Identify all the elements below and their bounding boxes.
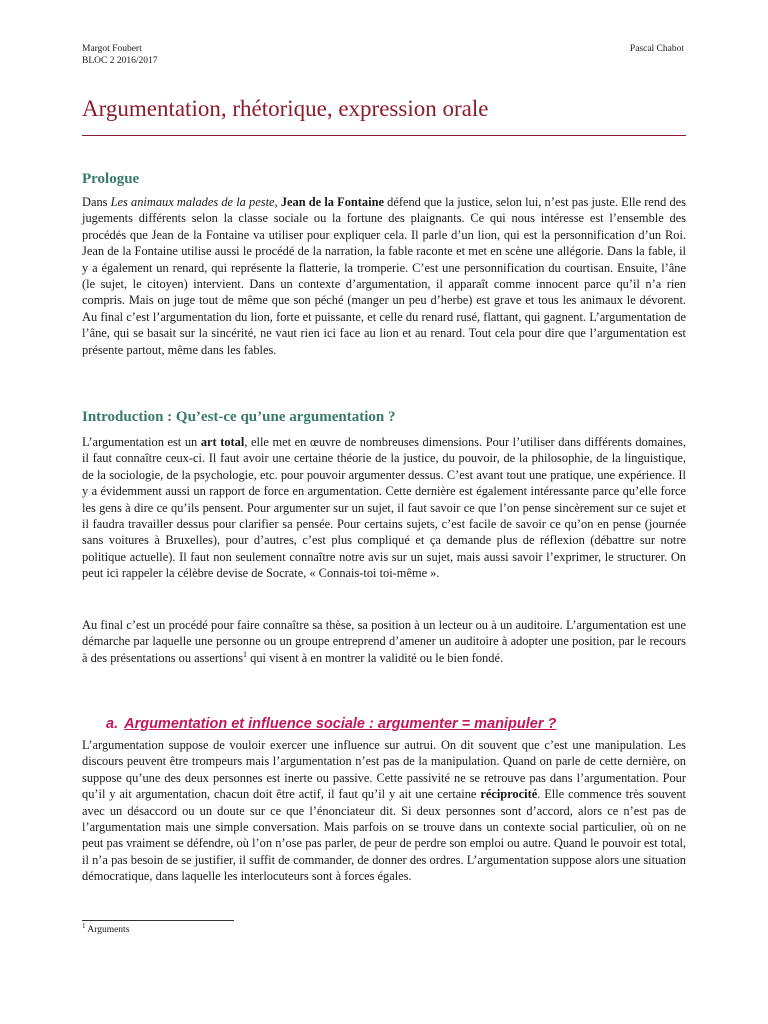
author-name: Margot Foubert — [82, 44, 142, 54]
reciprocite-bold: réciprocité — [480, 787, 538, 802]
course-label: BLOC 2 2016/2017 — [82, 56, 158, 66]
footnote-text: Arguments — [85, 925, 130, 935]
document-title: Argumentation, rhétorique, expression orale — [82, 96, 489, 121]
footnote-divider — [82, 920, 234, 921]
comma: , — [274, 195, 278, 209]
intro-p2-end: qui visent à en montrer la validité ou le bien fondé. — [247, 650, 504, 665]
title-divider — [82, 135, 686, 136]
intro-p1-start: L’argumentation est un — [82, 435, 198, 449]
section-a-start: L’argumentation suppose de vouloir exercer une influence sur autrui. On dit souvent que c’est une manipulation. Les discours peuvent être trompeurs mais l’argumentation n’est pas de la manipulation. Quand on parle de cette dernière, on suppose qu’une des deux personnes est inerte ou passive. Cette passivité ne se retrouve pas dans l’argumentation. Pour qu’il y ait argumentation, chacun doit être actif, il faut qu’il y ait une certaine — [82, 738, 686, 802]
introduction-paragraph-1 — [82, 434, 686, 582]
section-a-rest: . Elle commence très souvent avec un désaccord ou un doute sur ce que l’énonciateur dit. Si deux personnes sont d’accord, alors ce n’est pas de l’argumentation mais une simple conversation. Mais parfois on se trouve dans un contexte social particulier, où on ne peut pas vraiment se défendre, où l’on n’ose pas parler, de peur de perdre son emploi ou autre. Quand le pouvoir est total, il n’a pas besoin de se justifier, il suffit de commander, de donner des ordres. L’argumentation suppose alors une situation démocratique, dans laquelle les interlocuteurs sont à forces égales. — [82, 787, 686, 884]
footnote — [82, 921, 130, 936]
introduction-heading: Introduction : Qu’est-ce qu’une argumentation ? — [82, 409, 396, 425]
footnote-reference[interactable]: 1 — [243, 649, 248, 659]
footnote-number: 1 — [82, 921, 86, 930]
prologue-paragraph — [82, 194, 686, 358]
section-a-title: Argumentation et influence sociale : argumenter = manipuler ? — [124, 716, 557, 732]
prologue-body: défend que la justice, selon lui, n’est pas juste. Elle rend des jugements différents selon la classe sociale ou la fortune des plaignants. Ce qui nous intéresse est l’ensemble des procédés que Jean de la Fontaine va utiliser pour expliquer cela. Il parle d’un lion, qui est la personnification d’un Roi. Jean de la Fontaine utilise aussi le procédé de la narration, la fable raconte et met en scène une allégorie. Dans la fable, il y a également un renard, qui représente la flatterie, la tromperie. C’est une personnification du courtisan. Ensuite, l’âne (le sujet, le citoyen) intervient. Dans un contexte d’argumentation, il apparaît comme innocent parce qu’il n’a rien compris. Mais on juge tout de même que son péché (manger un peu d’herbe) est grave et tous les animaux le dévorent. Au final c’est l’argumentation du lion, forte et puissante, et celle du renard rusé, flattant, qui gagnent. L’argumentation de l’âne, qui se basait sur la sincérité, ne vaut rien ici face au lion et au renard. Tout cela pour dire que l’argumentation est présente partout, même dans les fables. — [82, 195, 686, 357]
work-title: Les animaux malades de la peste — [110, 195, 275, 209]
author-name-bold: Jean de la Fontaine — [280, 195, 384, 209]
section-a-heading — [82, 716, 686, 732]
section-a-paragraph — [82, 737, 686, 885]
introduction-paragraph-2 — [82, 617, 686, 666]
prologue-intro-word: Dans — [82, 195, 108, 209]
prologue-heading: Prologue — [82, 171, 140, 187]
intro-p1-rest: , elle met en œuvre de nombreuses dimensions. Pour l’utiliser dans différents domaines, il faut connaître ceux-ci. Il faut avoir une certaine théorie de la justice, du pouvoir, de la philosophie, de la linguistique, de la sociologie, de la psychologie, etc. pour pouvoir argumenter dessus. C’est avant tout une pratique, une expérience. Il y a évidemment aussi un rapport de force en argumentation. Cette dernière est également intéressante parce qu’elle force les gens à dire ce qu’ils pensent. Pour argumenter sur un sujet, il faut savoir ce que l’on pense sincèrement sur ce sujet et il faudra travailler dessus pour clarifier sa pensée. Pour certains sujets, c’est facile de savoir ce qu’on en pense (journée sans voitures à Bruxelles), pour d’autres, c’est plus compliqué et ça demande plus de réflexion (débattre sur notre politique actuelle). Il faut non seulement connaître notre avis sur un sujet, mais aussi savoir l’exprimer, le structurer. On peut ici rappeler la célèbre devise de Socrate, « Connais-toi toi-même ». — [82, 435, 686, 581]
header-left — [82, 43, 157, 67]
art-total-bold: art total — [200, 435, 245, 449]
intro-p2-start: Au final c’est un procédé pour faire connaître sa thèse, sa position à un lecteur ou à un auditoire. L’argumentation est une démarche par laquelle une personne ou un groupe entreprend d’amener un auditoire à adopter une position, par le recours à des présentations ou assertions — [82, 618, 686, 665]
section-a-number: a. — [106, 716, 119, 732]
header-right — [630, 43, 684, 55]
professor-name: Pascal Chabot — [629, 44, 684, 54]
